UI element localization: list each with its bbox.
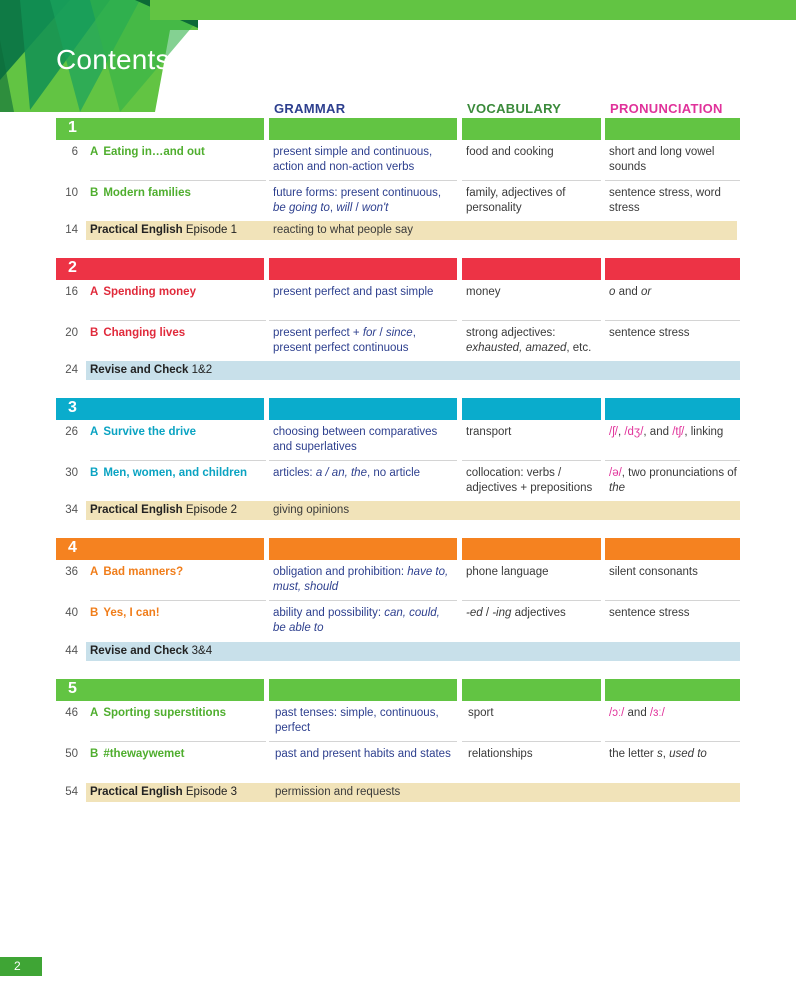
page-number: 46: [65, 707, 78, 719]
pronunciation-cell: o and or: [609, 286, 652, 298]
lesson-title[interactable]: A Survive the drive: [90, 426, 196, 438]
vocabulary-cell: food and cooking: [466, 146, 554, 158]
vocabulary-cell: transport: [466, 426, 512, 438]
unit-number-bar: [56, 258, 264, 280]
divider: [605, 460, 740, 461]
unit-number-bar: [56, 679, 264, 701]
vocabulary-bar: [462, 258, 601, 280]
divider: [90, 741, 266, 742]
pronunciation-cell: /ʃ/, /dʒ/, and /tʃ/, linking: [609, 426, 724, 438]
divider: [605, 600, 740, 601]
divider: [90, 460, 266, 461]
lesson-title[interactable]: B #thewaywemet: [90, 748, 185, 760]
divider: [90, 180, 266, 181]
vocabulary-bar: [462, 538, 601, 560]
page-number: 10: [65, 187, 78, 199]
grammar-header: GRAMMAR: [274, 101, 346, 116]
band-label: Practical English Episode 3: [90, 786, 238, 798]
page-number: 26: [65, 426, 78, 438]
vocabulary-cell: phone language: [466, 566, 549, 578]
divider: [462, 741, 601, 742]
divider: [462, 180, 601, 181]
page-number: 54: [65, 786, 78, 798]
grammar-bar: [269, 118, 457, 140]
lesson-title[interactable]: B Modern families: [90, 187, 191, 199]
band-label: Practical English Episode 1: [90, 224, 238, 236]
pronunciation-cell: the letter s, used to: [609, 748, 707, 760]
grammar-bar: [269, 538, 457, 560]
band-topic: giving opinions: [273, 504, 350, 516]
vocabulary-cell: relationships: [468, 748, 533, 760]
page-number-footer: 2: [0, 957, 42, 976]
pronunciation-cell: sentence stress, word stress: [609, 187, 721, 214]
divider: [462, 600, 601, 601]
grammar-cell: choosing between comparatives and superlatives: [273, 426, 438, 453]
grammar-cell: articles: a / an, the, no article: [273, 467, 421, 479]
lesson-title[interactable]: A Sporting superstitions: [90, 707, 226, 719]
unit-bar: [56, 538, 740, 560]
unit-number: 3: [68, 399, 77, 416]
unit-number: 5: [68, 680, 77, 697]
page-number: 44: [65, 645, 78, 657]
divider: [605, 320, 740, 321]
pronunciation-cell: sentence stress: [609, 607, 690, 619]
page-number: 6: [71, 146, 78, 158]
grammar-cell: present simple and continuous, action and non-action verbs: [273, 146, 433, 173]
lesson-title[interactable]: A Spending money: [90, 286, 196, 298]
grammar-cell: future forms: present continuous, be going to, will / won't: [273, 187, 442, 214]
vocabulary-bar: [462, 118, 601, 140]
vocabulary-header: VOCABULARY: [467, 101, 562, 116]
grammar-cell: past and present habits and states: [275, 748, 451, 760]
vocabulary-cell: money: [466, 286, 501, 298]
page-number: 16: [65, 286, 78, 298]
vocabulary-bar: [462, 679, 601, 701]
practical-english-band[interactable]: [56, 501, 740, 520]
grammar-bar: [269, 398, 457, 420]
vocabulary-cell: -ed / -ing adjectives: [466, 607, 566, 619]
page-number: 36: [65, 566, 78, 578]
unit-number-bar: [56, 538, 264, 560]
top-bar: [150, 0, 796, 20]
page-number: 20: [65, 327, 78, 339]
band-topic: reacting to what people say: [273, 224, 414, 236]
grammar-bar: [269, 258, 457, 280]
unit-bar: [56, 258, 740, 280]
pronunciation-cell: /ɔː/ and /ɜː/: [609, 707, 665, 719]
lesson-title[interactable]: B Men, women, and children: [90, 467, 248, 479]
vocabulary-cell: collocation: verbs / adjectives + prepositions: [466, 467, 593, 494]
unit-number: 4: [68, 539, 77, 556]
grammar-cell: present perfect and past simple: [273, 286, 434, 298]
vocabulary-cell: strong adjectives: exhausted, amazed, etc.: [466, 327, 592, 354]
pronunciation-cell: /ə/, two pronunciations of the: [609, 467, 737, 494]
page-number: 50: [65, 748, 78, 760]
divider: [462, 460, 601, 461]
pronunciation-cell: silent consonants: [609, 566, 698, 578]
page-number: 34: [65, 504, 78, 516]
divider: [462, 320, 601, 321]
divider: [90, 320, 266, 321]
grammar-cell: present perfect + for / since, present perfect continuous: [273, 327, 416, 354]
page-number: 14: [65, 224, 78, 236]
vocabulary-bar: [462, 398, 601, 420]
unit-number: 2: [68, 259, 77, 276]
vocabulary-cell: family, adjectives of personality: [466, 187, 566, 214]
lesson-title[interactable]: B Changing lives: [90, 327, 186, 339]
band-label: Practical English Episode 2: [90, 504, 238, 516]
pronunciation-bar: [605, 118, 740, 140]
lesson-title[interactable]: A Eating in…and out: [90, 146, 205, 158]
unit-bar: [56, 118, 740, 140]
unit-bar: [56, 398, 740, 420]
divider: [269, 460, 457, 461]
page-number: 30: [65, 467, 78, 479]
pronunciation-bar: [605, 258, 740, 280]
pronunciation-header: PRONUNCIATION: [610, 101, 723, 116]
divider: [269, 180, 457, 181]
grammar-cell: ability and possibility: can, could, be able to: [273, 607, 440, 634]
divider: [269, 600, 457, 601]
divider: [269, 320, 457, 321]
unit-number-bar: [56, 118, 264, 140]
grammar-cell: obligation and prohibition: have to, must, should: [273, 566, 449, 593]
page-number: 40: [65, 607, 78, 619]
band-label: Revise and Check 3&4: [90, 645, 213, 657]
lesson-title[interactable]: A Bad manners?: [90, 566, 184, 578]
pronunciation-cell: short and long vowel sounds: [609, 146, 715, 173]
lesson-title[interactable]: B Yes, I can!: [90, 607, 160, 619]
grammar-bar: [269, 679, 457, 701]
revise-and-check-band[interactable]: [56, 642, 740, 661]
pronunciation-bar: [605, 538, 740, 560]
pronunciation-cell: sentence stress: [609, 327, 690, 339]
divider: [605, 180, 740, 181]
unit-number-bar: [56, 398, 264, 420]
divider: [605, 741, 740, 742]
practical-english-band[interactable]: [56, 783, 740, 802]
page-title: Contents: [56, 44, 170, 75]
pronunciation-bar: [605, 398, 740, 420]
vocabulary-cell: sport: [468, 707, 494, 719]
divider: [90, 600, 266, 601]
unit-bar: [56, 679, 740, 701]
divider: [269, 741, 457, 742]
band-label: Revise and Check 1&2: [90, 364, 213, 376]
practical-english-band[interactable]: [56, 221, 740, 240]
page-number: 24: [65, 364, 78, 376]
revise-and-check-band[interactable]: [56, 361, 740, 380]
unit-number: 1: [68, 119, 77, 136]
grammar-cell: past tenses: simple, continuous, perfect: [275, 707, 439, 734]
pronunciation-bar: [605, 679, 740, 701]
band-topic: permission and requests: [275, 786, 401, 798]
